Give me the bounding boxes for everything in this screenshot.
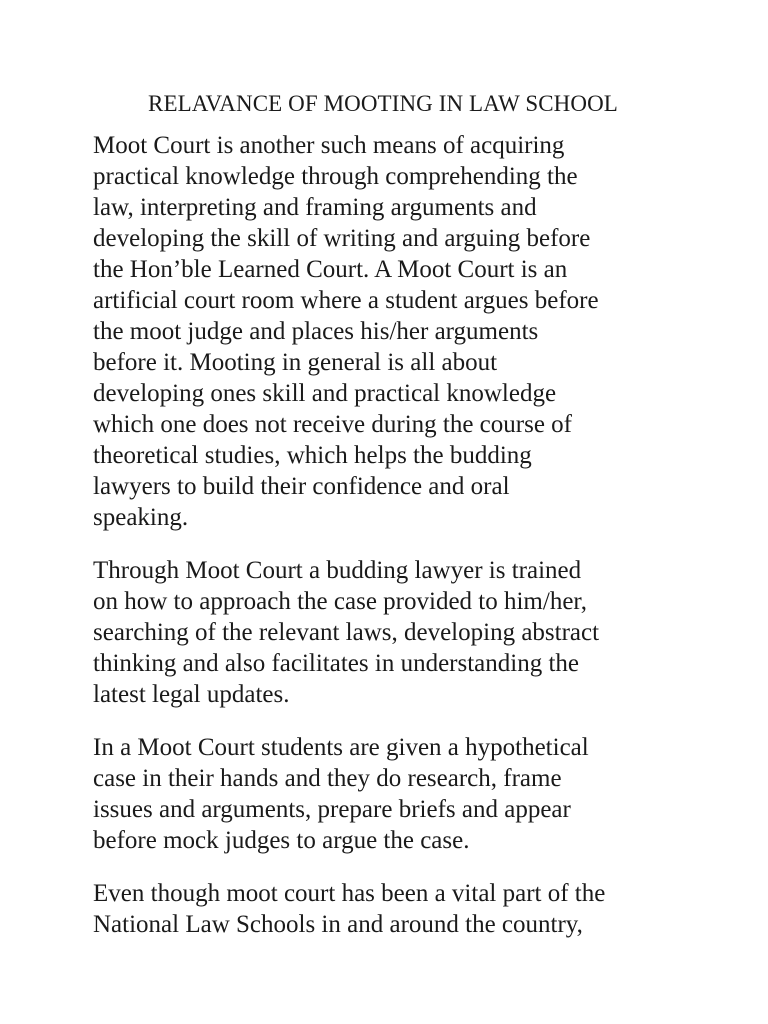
paragraph-1: Moot Court is another such means of acquiring practical knowledge through comprehending the law, interpreting and framing arguments and developing the skill of writing and arguing before the Hon’ble Learned Court. A Moot Court is an artificial court room where a student argues before the moot judge and places his/her arguments before it. Mooting in general is all about developing ones skill and practical knowledge which one does not receive during the course of theoretical studies, which helps the budding lawyers to build their confidence and oral speaking.	[93, 132, 599, 531]
document-body	[93, 90, 683, 962]
paragraph-3: In a Moot Court students are given a hypothetical case in their hands and they do research, frame issues and arguments, prepare briefs and appear before mock judges to argue the case.	[93, 734, 589, 854]
paragraph-2: Through Moot Court a budding lawyer is trained on how to approach the case provided to him/her, searching of the relevant laws, developing abstract thinking and also facilitates in understanding the latest legal updates.	[93, 557, 600, 708]
document-title: RELAVANCE OF MOOTING IN LAW SCHOOL	[148, 91, 618, 116]
paragraph-4: Even though moot court has been a vital part of the National Law Schools in and around the country,	[93, 880, 606, 938]
